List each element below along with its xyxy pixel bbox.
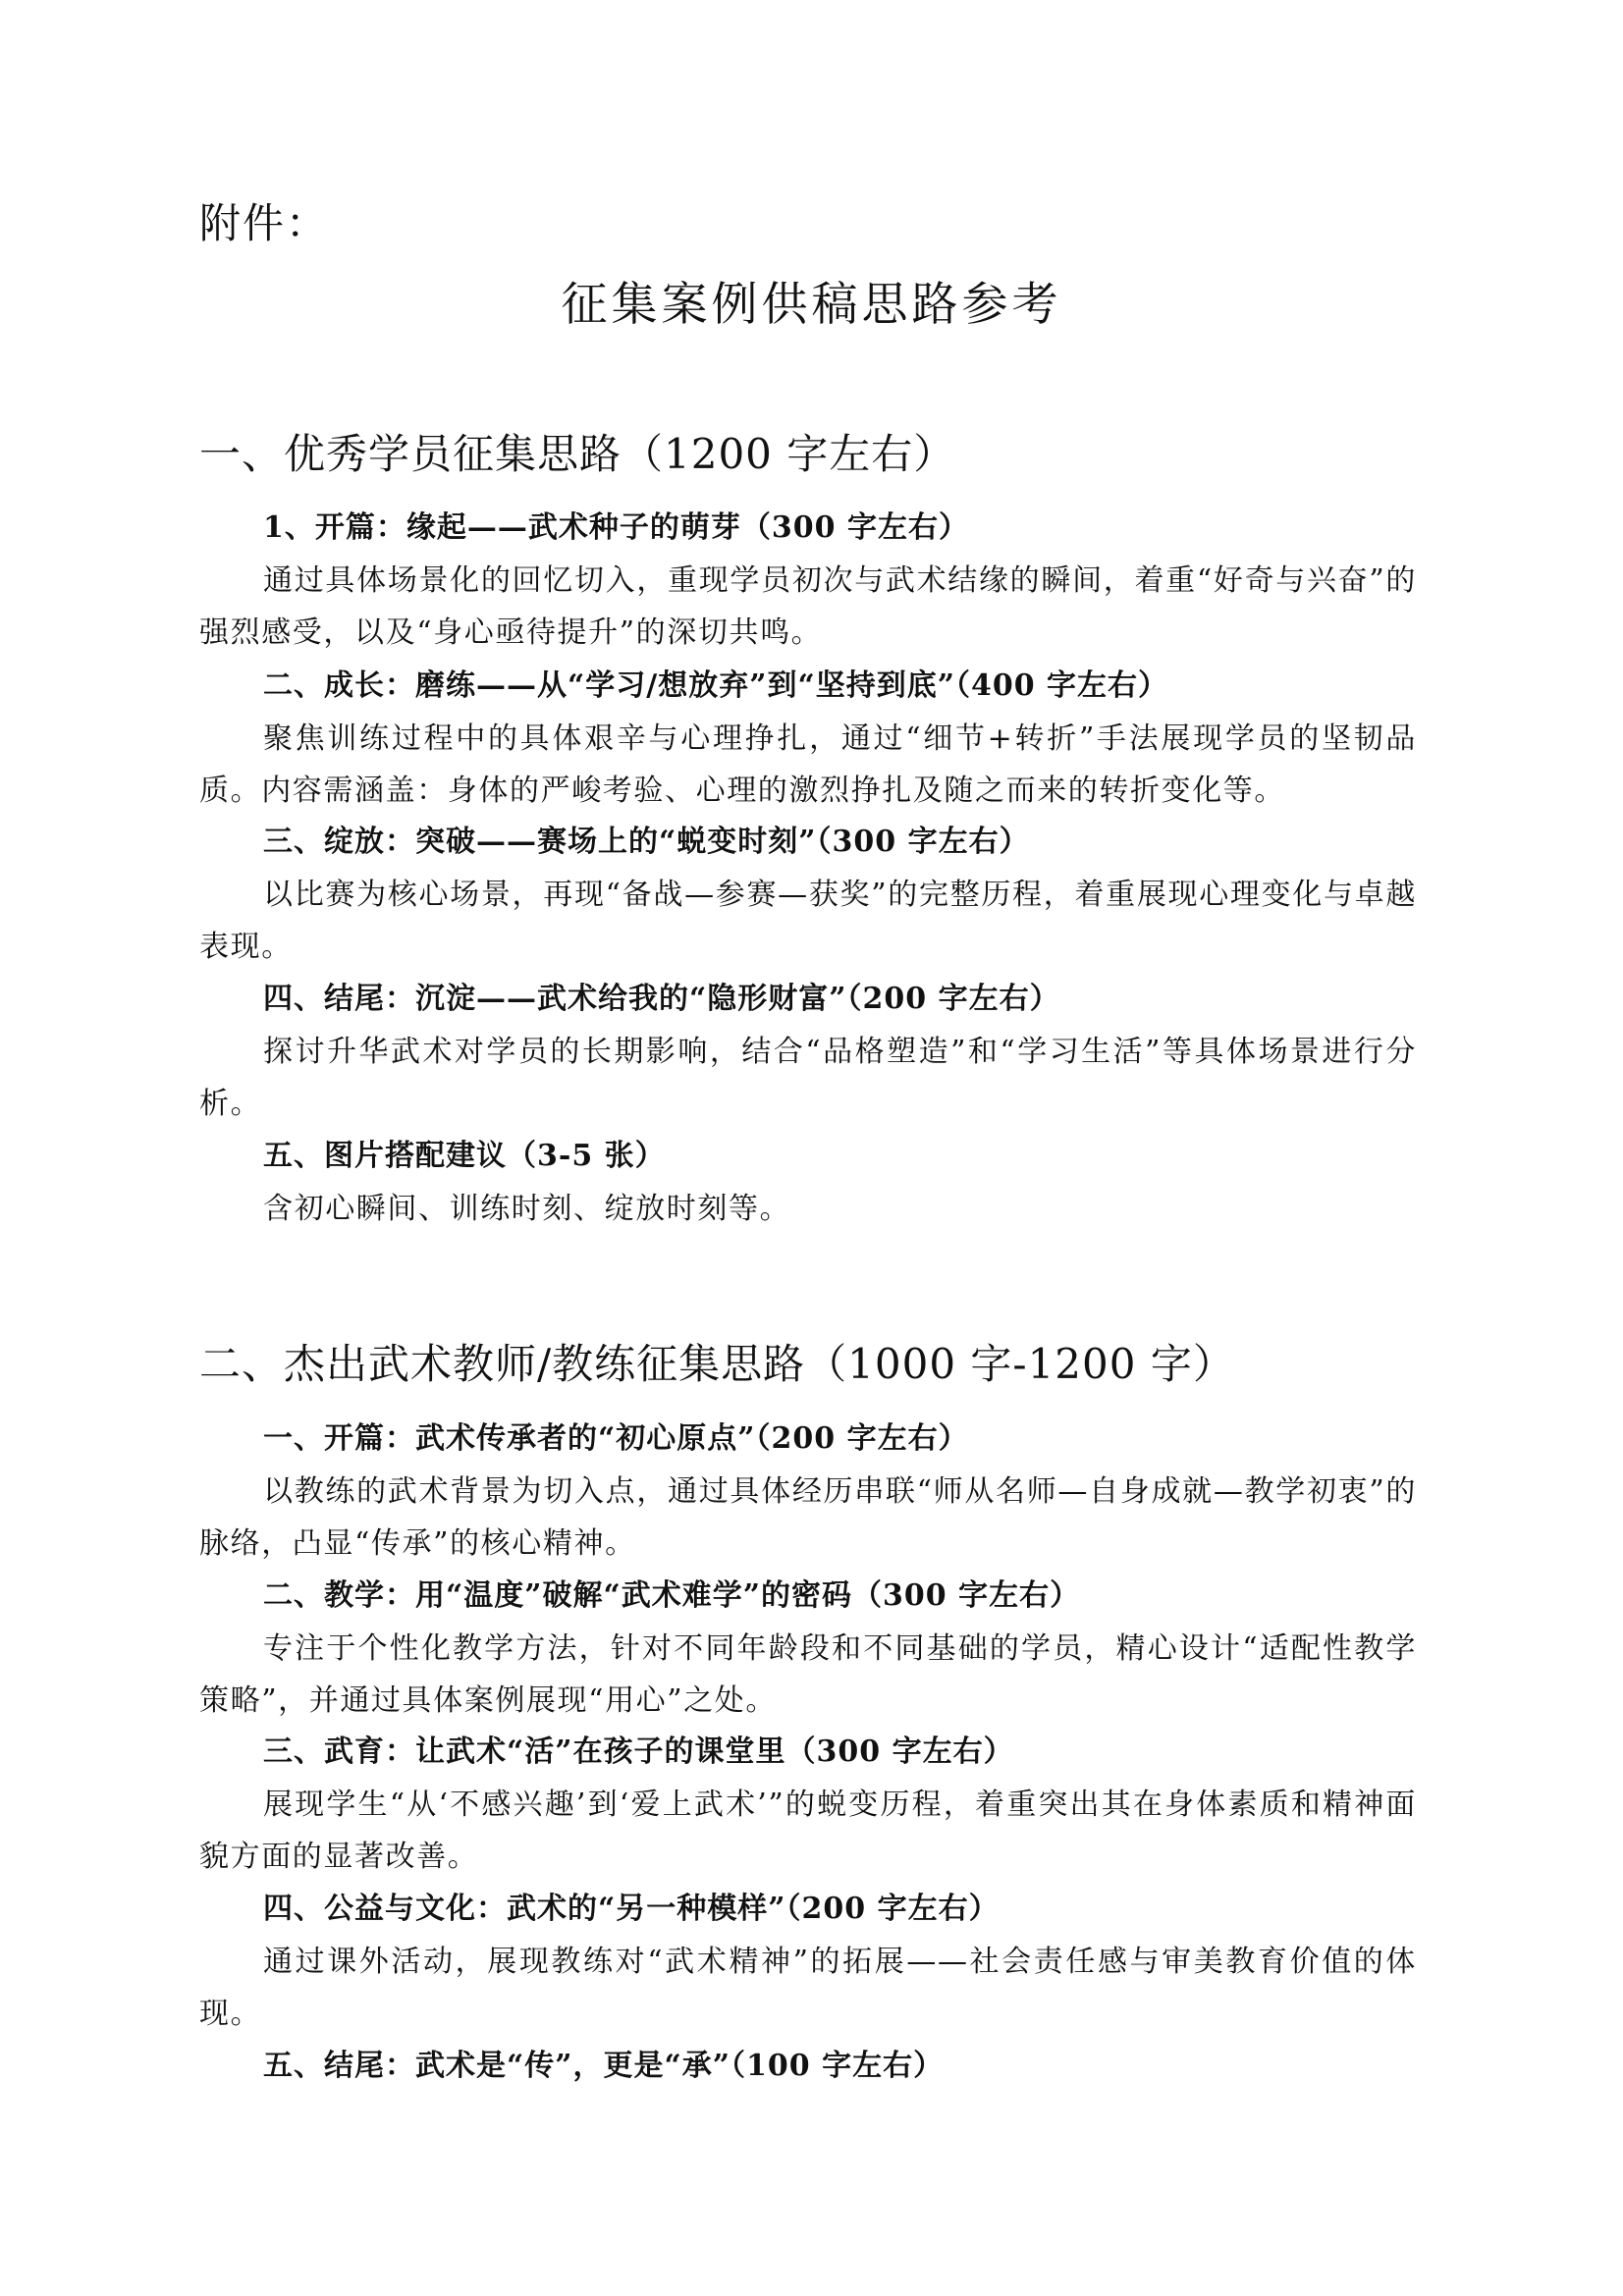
item-heading-origin: 一、开篇：武术传承者的“初心原点”（200 字左右）	[263, 1421, 969, 1456]
item-text-education: 展现学生“从‘不感兴趣’到‘爱上武术’”的蜕变历程，着重突出其在身体素质和精神面貌方面的显著改善。	[199, 1788, 1417, 1874]
item-text-origin: 以教练的武术背景为切入点，通过具体经历串联“师从名师—自身成就—教学初衷”的脉络，凸显“传承”的核心精神。	[199, 1474, 1417, 1561]
item-heading-growth: 二、成长：磨练——从“学习/想放弃”到“坚持到底”（400 字左右）	[263, 668, 1169, 703]
item-heading-opening: 1、开篇：缘起——武术种子的萌芽（300 字左右）	[263, 510, 969, 545]
attachment-label: 附件：	[199, 199, 330, 247]
item-heading-photos: 五、图片搭配建议（3-5 张）	[263, 1139, 666, 1173]
item-text-teaching: 专注于个性化教学方法，针对不同年龄段和不同基础的学员，精心设计“适配性教学策略”，并通过具体案例展现“用心”之处。	[199, 1631, 1417, 1718]
item-text-bloom: 以比赛为核心场景，再现“备战—参赛—获奖”的完整历程，着重展现心理变化与卓越表现。	[199, 878, 1417, 964]
item-text-ending: 探讨升华武术对学员的长期影响，结合“品格塑造”和“学习生活”等具体场景进行分析。	[199, 1035, 1417, 1121]
item-heading-conclusion: 五、结尾：武术是“传”，更是“承”（100 字左右）	[263, 2049, 945, 2083]
item-text-growth: 聚焦训练过程中的具体艰辛与心理挣扎，通过“细节+转折”手法展现学员的坚韧品质。内容需涵盖：身体的严峻考验、心理的激烈挣扎及随之而来的转折变化等。	[199, 721, 1417, 808]
item-text-opening: 通过具体场景化的回忆切入，重现学员初次与武术结缘的瞬间，着重“好奇与兴奋”的强烈感受，以及“身心亟待提升”的深切共鸣。	[199, 563, 1417, 650]
item-heading-charity: 四、公益与文化：武术的“另一种模样”（200 字左右）	[263, 1892, 1000, 1926]
item-heading-teaching: 二、教学：用“温度”破解“武术难学”的密码（300 字左右）	[263, 1578, 1081, 1613]
item-heading-bloom: 三、绽放：突破——赛场上的“蜕变时刻”（300 字左右）	[263, 825, 1030, 859]
document-title: 征集案例供稿思路参考	[561, 278, 1062, 332]
item-heading-education: 三、武育：让武术“活”在孩子的课堂里（300 字左右）	[263, 1735, 1014, 1769]
item-text-charity: 通过课外活动，展现教练对“武术精神”的拓展——社会责任感与审美教育价值的体现。	[199, 1945, 1417, 2031]
item-text-photos: 含初心瞬间、训练时刻、绽放时刻等。	[263, 1192, 791, 1226]
section-heading-coaches: 二、杰出武术教师/教练征集思路（1000 字-1200 字）	[199, 1340, 1235, 1388]
section-heading-students: 一、优秀学员征集思路（1200 字左右）	[199, 430, 956, 478]
item-heading-ending: 四、结尾：沉淀——武术给我的“隐形财富”（200 字左右）	[263, 982, 1060, 1016]
